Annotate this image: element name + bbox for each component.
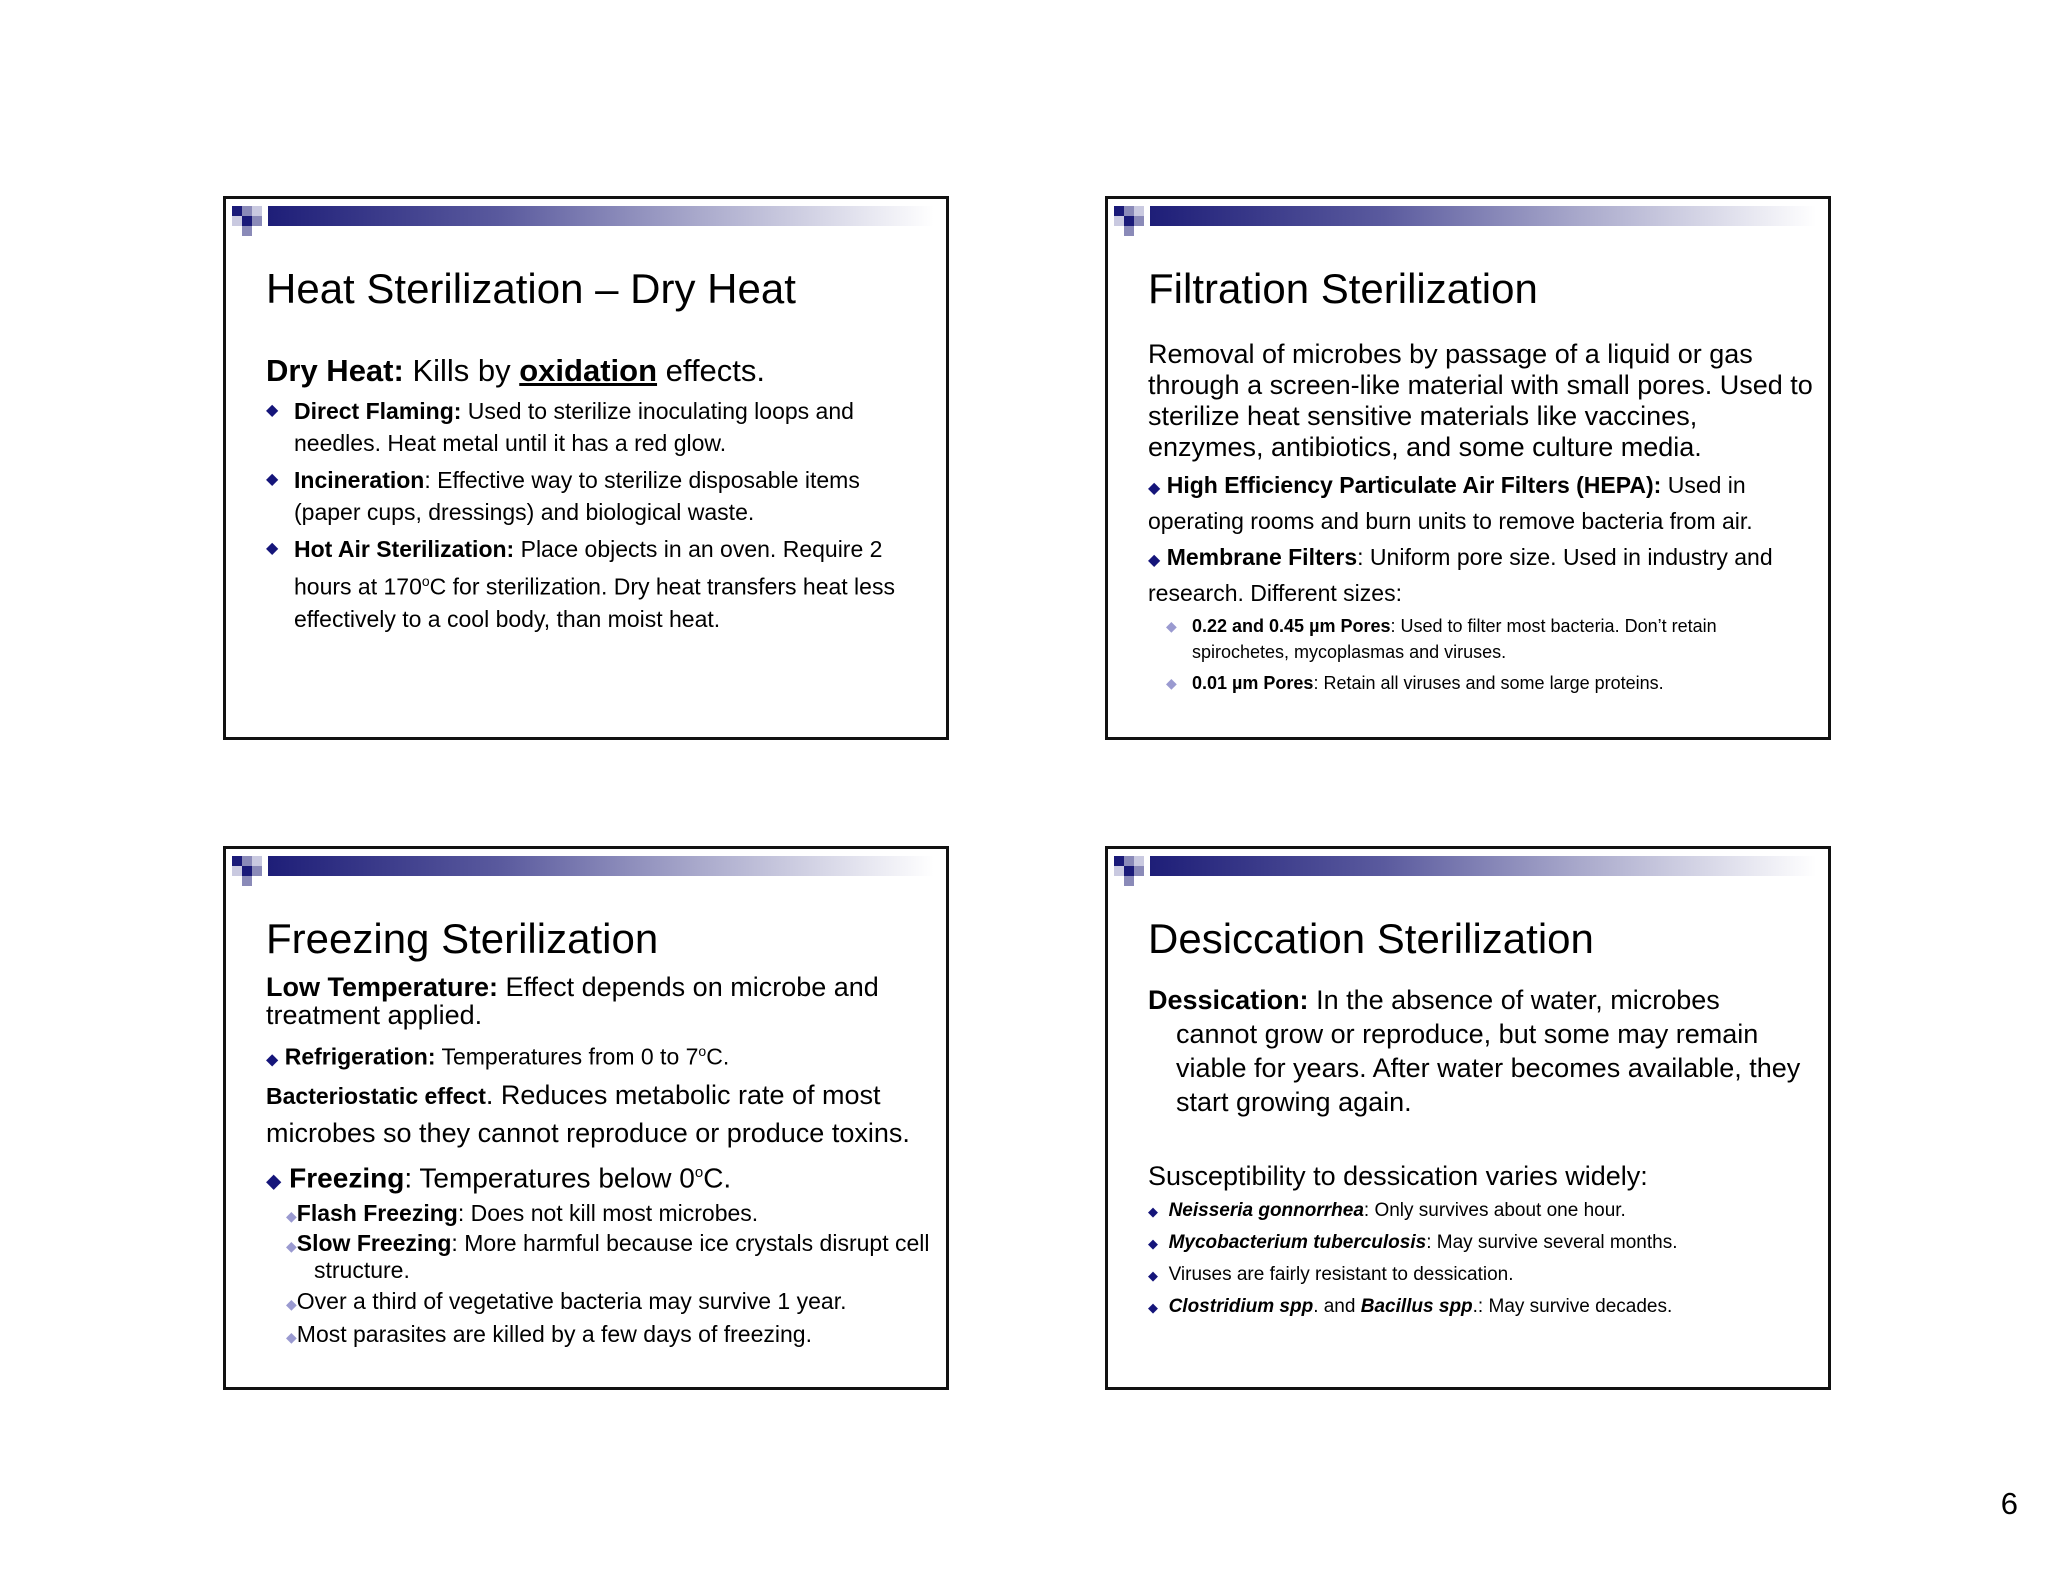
diamond-bullet-icon: ◆ bbox=[266, 540, 279, 557]
diamond-bullet-icon: ◆ bbox=[1148, 552, 1161, 569]
bullet-item: ◆ Direct Flaming: Used to sterilize inoculating loops and needles. Heat metal until it has a red glow. bbox=[266, 395, 926, 459]
diamond-bullet-icon: ◆ bbox=[286, 1295, 297, 1312]
slide-header-decoration bbox=[1108, 849, 1828, 894]
sub-bullet-item: ◆ 0.22 and 0.45 µm Pores: Used to filter most bacteria. Don’t retain spirochetes, mycoplasmas and viruses. bbox=[1166, 613, 1818, 665]
intro-line: Dry Heat: Kills by oxidation effects. bbox=[266, 353, 766, 388]
slide-header-decoration bbox=[226, 199, 946, 244]
bullet-item: ◆ Clostridium spp. and Bacillus spp.: May survive decades. bbox=[1148, 1296, 1673, 1317]
sub-bullet-item: ◆ 0.01 µm Pores: Retain all viruses and some large proteins. bbox=[1166, 670, 1818, 696]
sub-bullet-item: ◆Most parasites are killed by a few days of freezing. bbox=[286, 1320, 812, 1347]
intro-line: Low Temperature: Effect depends on microbe and treatment applied. bbox=[266, 972, 879, 1030]
bullet-item: ◆ Hot Air Sterilization: Place objects in an oven. Require 2 hours at 170$^o$C for sterilization. Dry heat transfers heat less effectively to a cool body, than moist heat. bbox=[266, 533, 926, 635]
slide-title: Freezing Sterilization bbox=[266, 915, 659, 962]
bullet-item: ◆ Incineration: Effective way to sterilize disposable items (paper cups, dressings) and biological waste. bbox=[266, 464, 926, 528]
intro-paragraph: Removal of microbes by passage of a liquid or gas through a screen-like material with small pores. Used to sterilize heat sensitive materials like vaccines, enzymes, antibiotics, and some culture media. bbox=[1148, 339, 1813, 462]
slide-body bbox=[266, 973, 936, 1352]
slide-desiccation bbox=[1105, 846, 1831, 1390]
slide-header-decoration bbox=[1108, 199, 1828, 244]
slide-dry-heat bbox=[223, 196, 949, 740]
diamond-bullet-icon: ◆ bbox=[266, 1169, 282, 1192]
page-number: 6 bbox=[2000, 1486, 2018, 1521]
slide-body bbox=[1148, 983, 1808, 1323]
sub-bullet-item: ◆Over a third of vegetative bacteria may survive 1 year. bbox=[286, 1287, 847, 1314]
diamond-bullet-icon: ◆ bbox=[286, 1328, 297, 1345]
diamond-bullet-icon: ◆ bbox=[1148, 1268, 1158, 1283]
bullet-item: ◆ Viruses are fairly resistant to dessication. bbox=[1148, 1264, 1514, 1285]
diamond-bullet-icon: ◆ bbox=[286, 1207, 297, 1224]
bullet-item: ◆ Refrigeration: Temperatures from 0 to 7$^o$C. bbox=[266, 1043, 730, 1070]
diamond-bullet-icon: ◆ bbox=[1148, 1236, 1158, 1251]
bullet-item: ◆ Membrane Filters: Uniform pore size. Used in industry and research. Different sizes: bbox=[1148, 544, 1773, 606]
intro-paragraph: Dessication: In the absence of water, microbes cannot grow or reproduce, but some may remain viable for years. After water becomes available, they start growing again. bbox=[1148, 985, 1801, 1117]
slide-freezing bbox=[223, 846, 949, 1390]
bacteriostatic-paragraph: Bacteriostatic effect. Reduces metabolic rate of most microbes so they cannot reproduce or produce toxins. bbox=[266, 1079, 910, 1148]
bullet-item: ◆ Neisseria gonnorrhea: Only survives about one hour. bbox=[1148, 1200, 1626, 1221]
diamond-bullet-icon: ◆ bbox=[266, 402, 279, 419]
diamond-bullet-icon: ◆ bbox=[1148, 1204, 1158, 1219]
slide-body bbox=[1148, 339, 1818, 701]
diamond-bullet-icon: ◆ bbox=[266, 1051, 279, 1069]
slide-filtration bbox=[1105, 196, 1831, 740]
diamond-bullet-icon: ◆ bbox=[1166, 675, 1177, 691]
diamond-bullet-icon: ◆ bbox=[266, 471, 279, 488]
bullet-item: ◆ Mycobacterium tuberculosis: May survive several months. bbox=[1148, 1232, 1678, 1253]
slide-title: Filtration Sterilization bbox=[1148, 265, 1538, 312]
slide-body bbox=[266, 351, 926, 640]
slide-title: Desiccation Sterilization bbox=[1148, 915, 1594, 962]
susceptibility-line: Susceptibility to dessication varies widely: bbox=[1148, 1161, 1648, 1191]
sub-bullet-item: ◆Flash Freezing: Does not kill most microbes. bbox=[286, 1199, 759, 1226]
bullet-item: ◆ High Efficiency Particulate Air Filters (HEPA): Used in operating rooms and burn units to remove bacteria from air. bbox=[1148, 472, 1753, 534]
diamond-bullet-icon: ◆ bbox=[286, 1237, 297, 1254]
bullet-item: ◆ Freezing: Temperatures below 0$^o$C. bbox=[266, 1161, 732, 1193]
sub-bullet-item: ◆Slow Freezing: More harmful because ice crystals disrupt cell structure. bbox=[286, 1229, 930, 1283]
slide-header-decoration bbox=[226, 849, 946, 894]
diamond-bullet-icon: ◆ bbox=[1148, 1300, 1158, 1315]
diamond-bullet-icon: ◆ bbox=[1166, 618, 1177, 634]
diamond-bullet-icon: ◆ bbox=[1148, 480, 1161, 497]
slide-title: Heat Sterilization – Dry Heat bbox=[266, 265, 796, 312]
